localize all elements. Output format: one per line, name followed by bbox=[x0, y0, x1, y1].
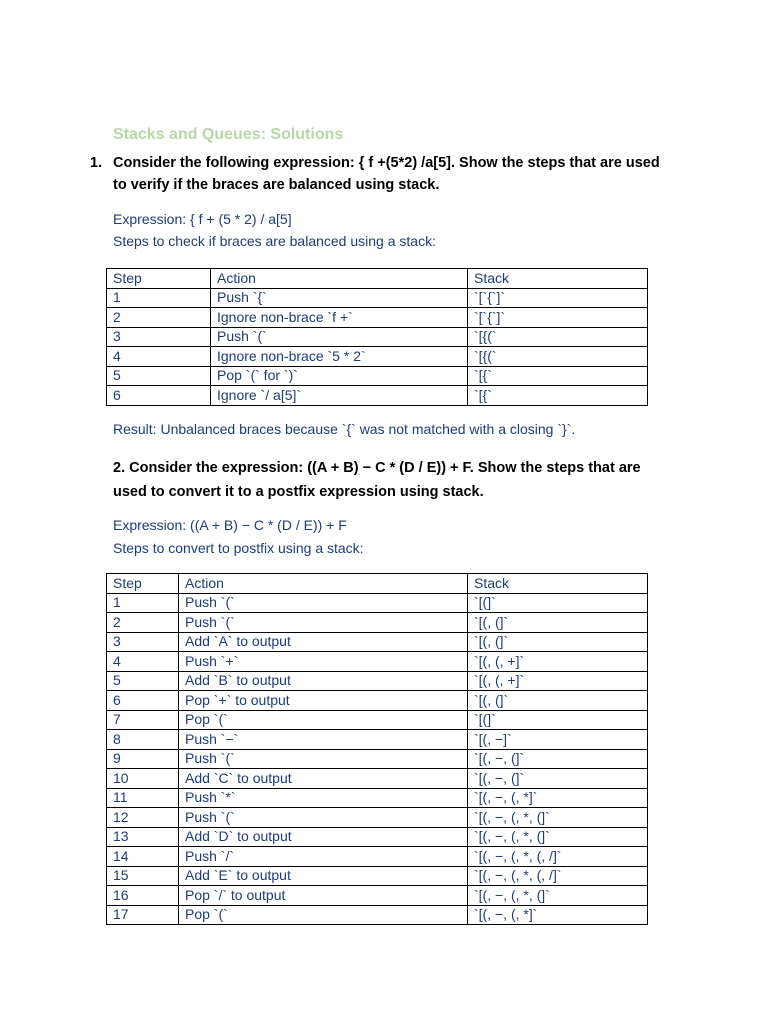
table-row bbox=[107, 847, 648, 867]
step-cell: 7 bbox=[107, 710, 179, 730]
action-cell: Push `−` bbox=[179, 730, 468, 750]
postfix-conversion-table bbox=[106, 573, 648, 925]
table-row bbox=[107, 347, 648, 367]
step-cell: 2 bbox=[107, 613, 179, 633]
action-cell: Add `C` to output bbox=[179, 769, 468, 789]
action-cell: Add `B` to output bbox=[179, 671, 468, 691]
table-row bbox=[107, 652, 648, 672]
stack-cell: `[(, (]` bbox=[468, 632, 648, 652]
action-cell: Add `E` to output bbox=[179, 866, 468, 886]
action-cell: Pop `(` bbox=[179, 905, 468, 925]
column-header: Step bbox=[107, 269, 211, 289]
stack-cell: `[(, −, (]` bbox=[468, 769, 648, 789]
action-cell: Pop `+` to output bbox=[179, 691, 468, 711]
table-row bbox=[107, 691, 648, 711]
stack-cell: `[(, −, (, *]` bbox=[468, 905, 648, 925]
step-cell: 12 bbox=[107, 808, 179, 828]
column-header: Action bbox=[179, 574, 468, 594]
stack-cell: `[(, (, +]` bbox=[468, 671, 648, 691]
stack-cell: `[(, −, (, *, (]` bbox=[468, 886, 648, 906]
stack-cell: `[`{`]` bbox=[468, 288, 648, 308]
stack-cell: `[{(` bbox=[468, 347, 648, 367]
brace-check-table-body bbox=[107, 269, 648, 406]
stack-cell: `[`{`]` bbox=[468, 308, 648, 328]
action-cell: Pop `/` to output bbox=[179, 886, 468, 906]
step-cell: 10 bbox=[107, 769, 179, 789]
step-cell: 5 bbox=[107, 671, 179, 691]
table-row bbox=[107, 632, 648, 652]
action-cell: Ignore `/ a[5]` bbox=[211, 386, 468, 406]
question-1-result: Result: Unbalanced braces because `{` was not matched with a closing `}`. bbox=[113, 421, 576, 437]
page-title: Stacks and Queues: Solutions bbox=[113, 126, 344, 143]
stack-cell: `[(, (, +]` bbox=[468, 652, 648, 672]
step-cell: 5 bbox=[107, 366, 211, 386]
action-cell: Push `{` bbox=[211, 288, 468, 308]
action-cell: Add `D` to output bbox=[179, 827, 468, 847]
column-header: Action bbox=[211, 269, 468, 289]
table-row bbox=[107, 905, 648, 925]
column-header: Stack bbox=[468, 269, 648, 289]
step-cell: 11 bbox=[107, 788, 179, 808]
question-1-steps-intro: Steps to check if braces are balanced using a stack: bbox=[113, 233, 436, 249]
stack-cell: `[(, −, (, *, (, /]` bbox=[468, 847, 648, 867]
table-row bbox=[107, 671, 648, 691]
step-cell: 6 bbox=[107, 691, 179, 711]
table-row bbox=[107, 866, 648, 886]
table-row bbox=[107, 749, 648, 769]
table-row bbox=[107, 366, 648, 386]
question-1-number: 1. bbox=[90, 155, 103, 171]
question-2-text: 2. Consider the expression: ((A + B) − C * (D / E)) + F. Show the steps that are used to convert it to a postfix expression using stack. bbox=[113, 460, 641, 500]
stack-cell: `[(]` bbox=[468, 710, 648, 730]
table-header-row bbox=[107, 269, 648, 289]
action-cell: Push `*` bbox=[179, 788, 468, 808]
table-row bbox=[107, 288, 648, 308]
table-row bbox=[107, 593, 648, 613]
table-row bbox=[107, 808, 648, 828]
action-cell: Ignore non-brace `f +` bbox=[211, 308, 468, 328]
action-cell: Add `A` to output bbox=[179, 632, 468, 652]
table-row bbox=[107, 886, 648, 906]
stack-cell: `[{` bbox=[468, 366, 648, 386]
stack-cell: `[{(` bbox=[468, 327, 648, 347]
table-row bbox=[107, 827, 648, 847]
step-cell: 4 bbox=[107, 652, 179, 672]
step-cell: 4 bbox=[107, 347, 211, 367]
action-cell: Pop `(` for `)` bbox=[211, 366, 468, 386]
stack-cell: `[(, −, (, *]` bbox=[468, 788, 648, 808]
table-row bbox=[107, 788, 648, 808]
table-header-row bbox=[107, 574, 648, 594]
stack-cell: `[(, −, (]` bbox=[468, 749, 648, 769]
step-cell: 17 bbox=[107, 905, 179, 925]
table-row bbox=[107, 769, 648, 789]
stack-cell: `[(, −, (, *, (]` bbox=[468, 808, 648, 828]
action-cell: Push `(` bbox=[179, 593, 468, 613]
step-cell: 6 bbox=[107, 386, 211, 406]
table-row bbox=[107, 308, 648, 328]
step-cell: 2 bbox=[107, 308, 211, 328]
step-cell: 8 bbox=[107, 730, 179, 750]
step-cell: 9 bbox=[107, 749, 179, 769]
action-cell: Push `+` bbox=[179, 652, 468, 672]
stack-cell: `[(, −, (, *, (, /]` bbox=[468, 866, 648, 886]
question-2-expression: Expression: ((A + B) − C * (D / E)) + F bbox=[113, 517, 347, 533]
action-cell: Push `(` bbox=[179, 808, 468, 828]
table-row bbox=[107, 386, 648, 406]
step-cell: 16 bbox=[107, 886, 179, 906]
step-cell: 14 bbox=[107, 847, 179, 867]
stack-cell: `[(, −]` bbox=[468, 730, 648, 750]
stack-cell: `[{` bbox=[468, 386, 648, 406]
stack-cell: `[(, (]` bbox=[468, 691, 648, 711]
action-cell: Push `/` bbox=[179, 847, 468, 867]
table-row bbox=[107, 710, 648, 730]
step-cell: 15 bbox=[107, 866, 179, 886]
question-1-expression: Expression: { f + (5 * 2) / a[5] bbox=[113, 211, 292, 227]
action-cell: Push `(` bbox=[211, 327, 468, 347]
brace-check-table bbox=[106, 268, 648, 406]
action-cell: Push `(` bbox=[179, 613, 468, 633]
step-cell: 1 bbox=[107, 593, 179, 613]
stack-cell: `[(]` bbox=[468, 593, 648, 613]
step-cell: 3 bbox=[107, 327, 211, 347]
table-row bbox=[107, 327, 648, 347]
step-cell: 3 bbox=[107, 632, 179, 652]
stack-cell: `[(, (]` bbox=[468, 613, 648, 633]
action-cell: Push `(` bbox=[179, 749, 468, 769]
postfix-conversion-table-body bbox=[107, 574, 648, 925]
question-2-steps-intro: Steps to convert to postfix using a stack: bbox=[113, 540, 364, 556]
step-cell: 1 bbox=[107, 288, 211, 308]
step-cell: 13 bbox=[107, 827, 179, 847]
table-row bbox=[107, 730, 648, 750]
action-cell: Pop `(` bbox=[179, 710, 468, 730]
stack-cell: `[(, −, (, *, (]` bbox=[468, 827, 648, 847]
column-header: Stack bbox=[468, 574, 648, 594]
column-header: Step bbox=[107, 574, 179, 594]
question-1-text: Consider the following expression: { f +(5*2) /a[5]. Show the steps that are used to verify if the braces are balanced using stack. bbox=[113, 155, 660, 193]
question-1 bbox=[90, 152, 660, 196]
table-row bbox=[107, 613, 648, 633]
action-cell: Ignore non-brace `5 * 2` bbox=[211, 347, 468, 367]
